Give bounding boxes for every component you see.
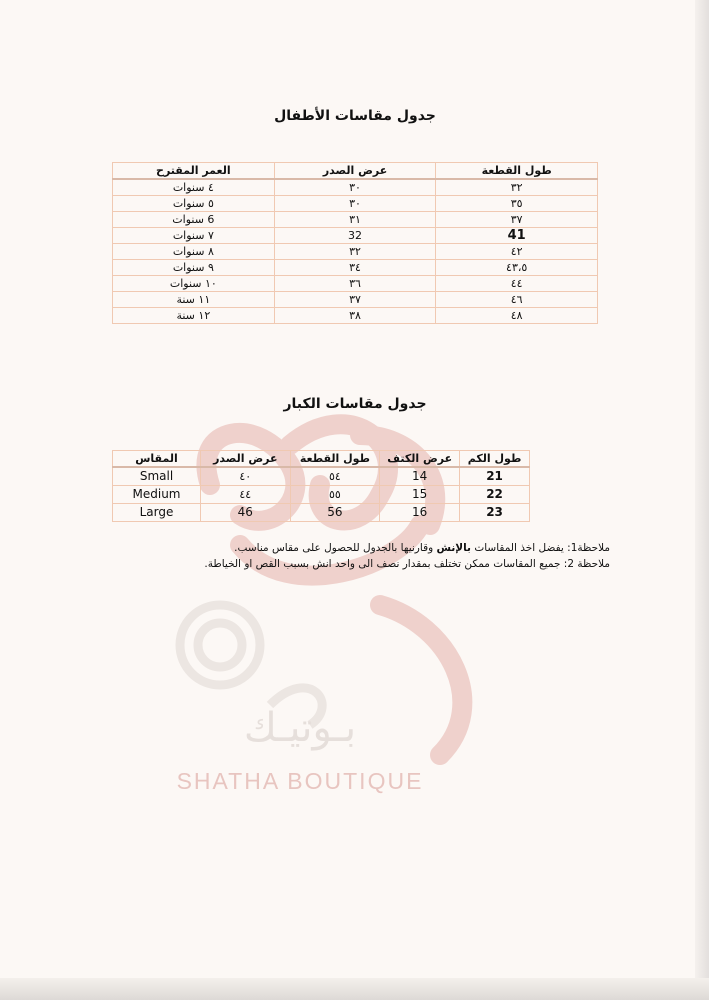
table-cell: ٣١	[274, 212, 436, 228]
table-row	[113, 486, 530, 504]
table-cell: ٣٧	[274, 292, 436, 308]
table-row	[113, 228, 598, 244]
table-row	[113, 467, 530, 486]
table-cell: Large	[113, 504, 201, 522]
table-row	[113, 276, 598, 292]
table-cell: 41	[436, 228, 598, 244]
table-row	[113, 260, 598, 276]
table-cell: ١٠ سنوات	[113, 276, 275, 292]
note-1-prefix: ملاحظة1: يفضل اخذ المقاسات	[471, 542, 610, 554]
column-header: عرض الصدر	[274, 163, 436, 180]
kids-size-chart-title: جدول مقاسات الأطفال	[274, 108, 436, 124]
column-header: العمر المقترح	[113, 163, 275, 180]
table-row	[113, 179, 598, 196]
table-cell: Medium	[113, 486, 201, 504]
note-1-suffix: وقارنيها بالجدول للحصول على مقاس مناسب.	[234, 542, 437, 554]
column-header: عرض الصدر	[201, 451, 291, 468]
note-2: ملاحظة 2: جميع المقاسات ممكن تختلف بمقدار نصف الى واحد انش بسبب القص او الخياطة.	[204, 558, 610, 570]
table-cell: 15	[380, 486, 460, 504]
table-cell: ٩ سنوات	[113, 260, 275, 276]
table-cell: ٤٤	[201, 486, 291, 504]
table-cell: 16	[380, 504, 460, 522]
table-cell: ٥٥	[290, 486, 380, 504]
table-cell: ٤٦	[436, 292, 598, 308]
table-cell: ٣٦	[274, 276, 436, 292]
table-cell: Small	[113, 467, 201, 486]
table-row	[113, 292, 598, 308]
watermark-brand-name: SHATHA BOUTIQUE	[176, 768, 424, 794]
page-edge-shadow	[695, 0, 709, 1000]
column-header: طول القطعة	[290, 451, 380, 468]
table-cell: ٣٢	[436, 179, 598, 196]
table-cell: ٨ سنوات	[113, 244, 275, 260]
note-1-bold: بالإنش	[436, 542, 471, 554]
table-cell: ٥٤	[290, 467, 380, 486]
table-header-row	[113, 163, 598, 180]
table-header-row	[113, 451, 530, 468]
table-cell: ٤٢	[436, 244, 598, 260]
column-header: عرض الكتف	[380, 451, 460, 468]
column-header: طول القطعة	[436, 163, 598, 180]
adults-size-chart-title: جدول مقاسات الكبار	[283, 396, 427, 412]
table-cell: ٤٨	[436, 308, 598, 324]
table-row	[113, 504, 530, 522]
column-header: المقاس	[113, 451, 201, 468]
table-row	[113, 244, 598, 260]
watermark-arabic-text: بـوتيـك	[243, 705, 357, 751]
table-cell: ٤٤	[436, 276, 598, 292]
table-cell: 56	[290, 504, 380, 522]
table-cell: 23	[460, 504, 530, 522]
table-row	[113, 308, 598, 324]
page-bottom-shadow	[0, 978, 709, 1000]
table-cell: ٥ سنوات	[113, 196, 275, 212]
table-cell: ٣٤	[274, 260, 436, 276]
table-cell: ١١ سنة	[113, 292, 275, 308]
note-1	[190, 540, 610, 556]
table-cell: ٣٧	[436, 212, 598, 228]
adults-size-table	[112, 450, 530, 522]
table-cell: 22	[460, 486, 530, 504]
table-cell: 32	[274, 228, 436, 244]
table-cell: ٤٠	[201, 467, 291, 486]
table-cell: ٣٠	[274, 179, 436, 196]
table-row	[113, 212, 598, 228]
table-cell: 46	[201, 504, 291, 522]
notes-section	[190, 540, 610, 572]
table-cell: ٧ سنوات	[113, 228, 275, 244]
kids-size-table	[112, 162, 598, 324]
table-cell: ٤ سنوات	[113, 179, 275, 196]
table-cell: 14	[380, 467, 460, 486]
table-cell: 6 سنوات	[113, 212, 275, 228]
table-cell: ١٢ سنة	[113, 308, 275, 324]
table-cell: 21	[460, 467, 530, 486]
table-cell: ٤٣،٥	[436, 260, 598, 276]
table-cell: ٣٥	[436, 196, 598, 212]
table-cell: ٣٨	[274, 308, 436, 324]
table-row	[113, 196, 598, 212]
table-cell: ٣٢	[274, 244, 436, 260]
table-cell: ٣٠	[274, 196, 436, 212]
column-header: طول الكم	[460, 451, 530, 468]
